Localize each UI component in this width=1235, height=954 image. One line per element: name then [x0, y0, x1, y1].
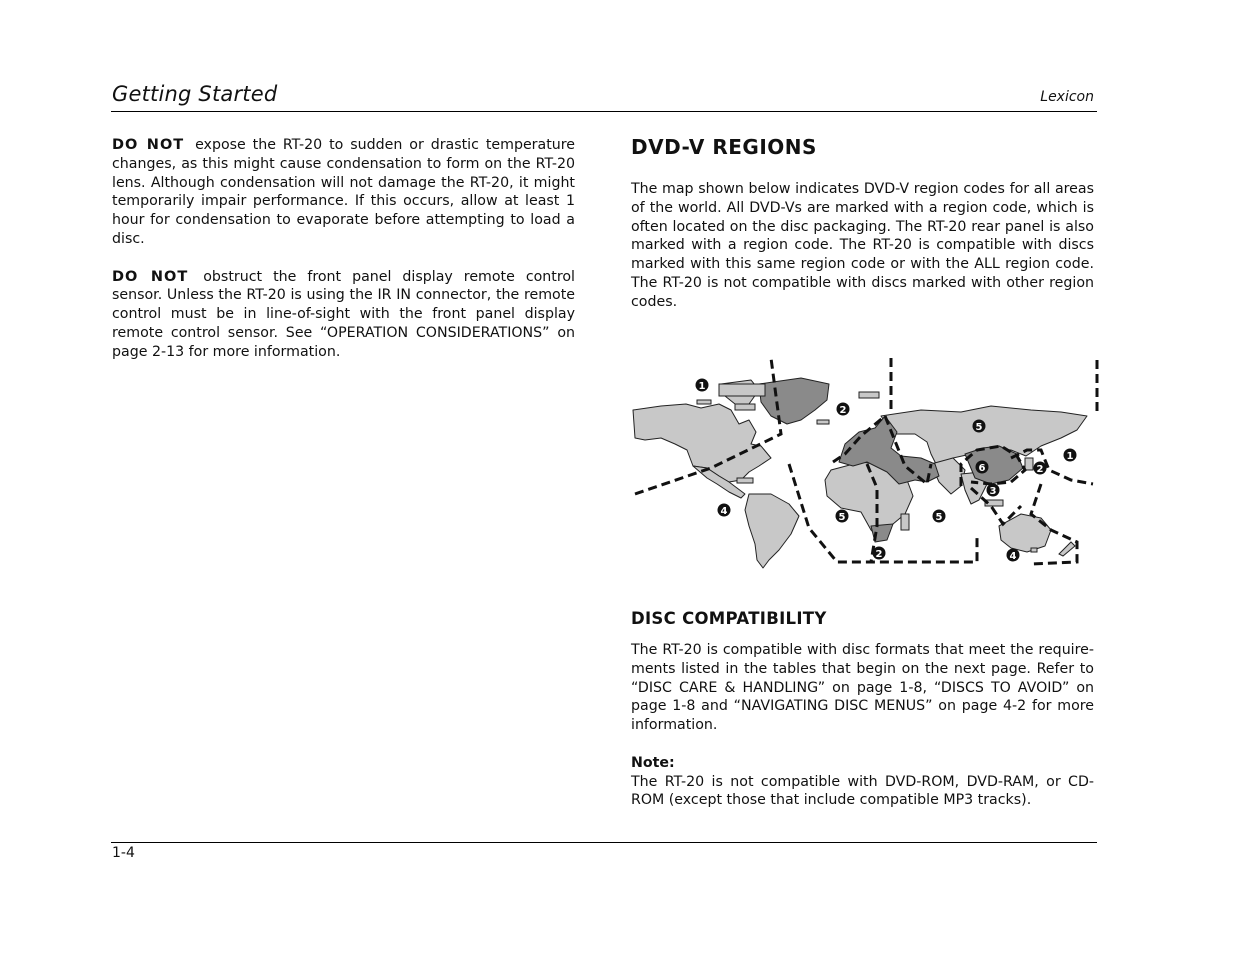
svg-text:5: 5 — [975, 422, 983, 433]
region-map — [631, 354, 1099, 570]
header-rule — [111, 111, 1097, 112]
note-block — [631, 754, 1094, 810]
do-not-keyword: DO NOT — [112, 268, 189, 285]
svg-text:5: 5 — [975, 506, 983, 517]
island — [735, 404, 755, 410]
island — [1059, 542, 1075, 556]
australia-landmass — [999, 514, 1051, 552]
south-america-landmass — [745, 494, 799, 568]
island — [737, 478, 753, 483]
caution-paragraph-condensation — [112, 136, 575, 249]
do-not-keyword: DO NOT — [112, 137, 185, 153]
island — [697, 400, 711, 404]
compat-heading: DISC COMPATIBILITY — [631, 609, 827, 628]
caution-text: expose the RT-20 to sudden or drastic temperature changes, as this might cause condensation to form on the RT-20 lens. Although condensation will not damage the RT-20, it might temporarily impair performance. If this occurs, allow at least 1 hour for condensation to evaporate before attempting to load a disc. — [112, 137, 576, 247]
region-marker — [1007, 549, 1020, 563]
svg-text:2: 2 — [875, 549, 883, 560]
region-marker — [873, 547, 886, 561]
regions-heading: DVD-V REGIONS — [631, 135, 817, 159]
brand-name: Lexicon — [1040, 89, 1094, 105]
island — [901, 514, 909, 530]
svg-text:4: 4 — [1009, 551, 1017, 562]
island — [817, 420, 829, 424]
region-marker — [1064, 449, 1077, 463]
island — [1025, 458, 1033, 470]
note-text: The RT-20 is not compatible with DVD-ROM, DVD-RAM, or CD-ROM (except those that include compatible MP3 tracks). — [631, 773, 1094, 809]
regions-body — [631, 180, 1094, 312]
region-marker — [696, 379, 709, 393]
caution-text: obstruct the front panel display remote control sensor. Unless the RT-20 is using the IR IN connector, the remote control must be in line-of-sight with the front panel display remote control sensor. See “OPERATION CONSIDERATIONS” on page 2-13 for more information. — [112, 268, 576, 360]
left-column — [112, 136, 575, 362]
svg-text:5: 5 — [838, 512, 846, 523]
region-marker — [718, 504, 731, 518]
region-marker — [976, 506, 983, 517]
region-marker — [836, 510, 849, 524]
section-title: Getting Started — [112, 82, 278, 106]
compat-paragraph: The RT-20 is compatible with disc formats that meet the require-ments listed in the tables that begin on the next page. Refer to “DISC CARE & HANDLING” on page 1-8, “DISCS TO AVOID” on page 1-8 and “NAVIGATING DISC MENUS” on page 4-2 for more information. — [631, 642, 1094, 734]
region-marker — [837, 403, 850, 417]
land-light — [633, 380, 1087, 568]
island — [719, 384, 765, 396]
regions-paragraph: The map shown below indicates DVD-V region codes for all areas of the world. All DVD-Vs are marked with a region code, which is often located on the disc packaging. The RT-20 rear panel is also marked with a region code. The RT-20 is compatible with discs marked with this same region code or with the ALL region code. The RT-20 is not compatible with discs marked with other region codes. — [631, 181, 1094, 310]
svg-text:5: 5 — [935, 512, 943, 523]
region-marker — [987, 484, 1000, 498]
note-label: Note: — [631, 754, 675, 771]
region-marker — [933, 510, 946, 524]
svg-text:1: 1 — [698, 381, 706, 392]
svg-text:1: 1 — [1066, 451, 1074, 462]
svg-text:3: 3 — [989, 486, 997, 497]
greenland-dark — [759, 378, 829, 424]
svg-text:4: 4 — [720, 506, 728, 517]
caution-paragraph-sensor — [112, 268, 575, 362]
footer-rule — [111, 842, 1097, 843]
svg-text:2: 2 — [1036, 464, 1044, 475]
page-number: 1-4 — [112, 845, 135, 861]
compat-body — [631, 641, 1094, 810]
island — [1031, 548, 1037, 552]
region-marker — [1034, 462, 1047, 476]
svg-text:6: 6 — [978, 463, 986, 474]
svg-text:2: 2 — [839, 405, 847, 416]
island — [859, 392, 879, 398]
